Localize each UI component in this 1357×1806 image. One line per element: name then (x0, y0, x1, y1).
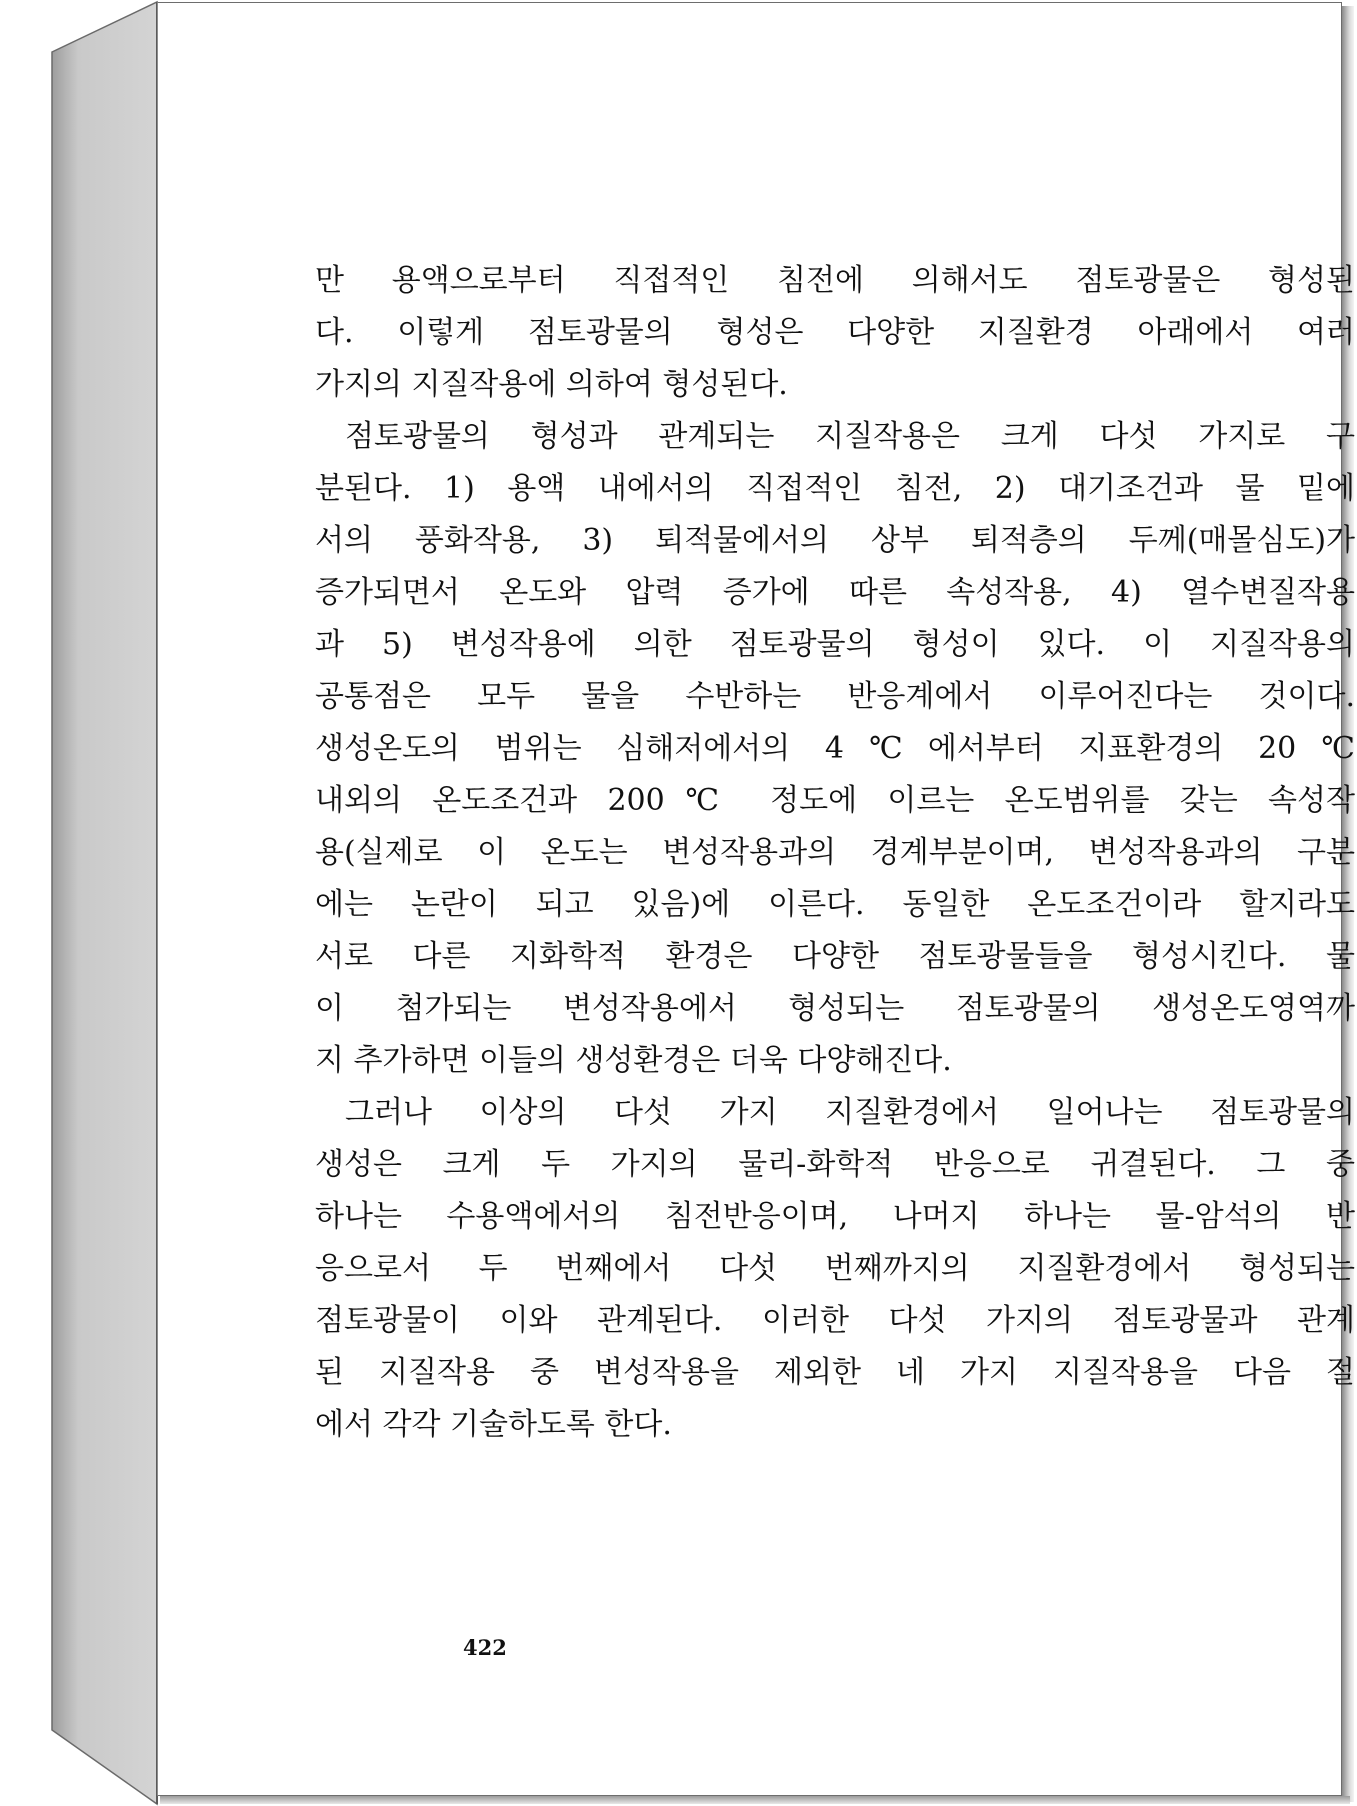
text-line: 공통점은 모두 물을 수반하는 반응계에서 이루어진다는 것이다. (315, 679, 1355, 714)
text-line: 서로 다른 지화학적 환경은 다양한 점토광물들을 형성시킨다. 물 (315, 939, 1355, 974)
text-line: 내외의 온도조건과 200℃ 정도에 이르는 온도범위를 갖는 속성작 (315, 783, 1355, 818)
page-bottom-shadow (160, 1796, 1350, 1804)
text-line: 서의 풍화작용, 3) 퇴적물에서의 상부 퇴적층의 두께(매몰심도)가 (315, 523, 1355, 558)
book-page (157, 2, 1355, 1796)
text-line: 응으로서 두 번째에서 다섯 번째까지의 지질환경에서 형성되는 (315, 1251, 1355, 1286)
text-line: 점토광물이 이와 관계된다. 이러한 다섯 가지의 점토광물과 관계 (315, 1303, 1355, 1338)
text-line: 생성은 크게 두 가지의 물리-화학적 반응으로 귀결된다. 그 중 (315, 1147, 1355, 1182)
text-line: 점토광물의 형성과 관계되는 지질작용은 크게 다섯 가지로 구 (345, 419, 1355, 454)
text-line: 에서 각각 기술하도록 한다. (315, 1407, 672, 1442)
body-text (315, 255, 1355, 1451)
text-line: 하나는 수용액에서의 침전반응이며, 나머지 하나는 물-암석의 반 (315, 1199, 1355, 1234)
text-line: 다. 이렇게 점토광물의 형성은 다양한 지질환경 아래에서 여러 (315, 315, 1355, 350)
text-line: 된 지질작용 중 변성작용을 제외한 네 가지 지질작용을 다음 절 (315, 1355, 1355, 1390)
text-line: 증가되면서 온도와 압력 증가에 따른 속성작용, 4) 열수변질작용 (315, 575, 1355, 610)
text-line: 만 용액으로부터 직접적인 침전에 의해서도 점토광물은 형성된 (315, 263, 1355, 298)
text-line: 가지의 지질작용에 의하여 형성된다. (315, 367, 788, 402)
text-line: 이 첨가되는 변성작용에서 형성되는 점토광물의 생성온도영역까 (315, 991, 1355, 1026)
text-line: 용(실제로 이 온도는 변성작용과의 경계부분이며, 변성작용과의 구분 (315, 835, 1355, 870)
text-line: 지 추가하면 이들의 생성환경은 더욱 다양해진다. (315, 1043, 952, 1078)
text-line: 과 5) 변성작용에 의한 점토광물의 형성이 있다. 이 지질작용의 (315, 627, 1355, 662)
text-line: 그러나 이상의 다섯 가지 지질환경에서 일어나는 점토광물의 (345, 1095, 1355, 1130)
text-line: 분된다. 1) 용액 내에서의 직접적인 침전, 2) 대기조건과 물 밑에 (315, 471, 1355, 506)
text-line: 에는 논란이 되고 있음)에 이른다. 동일한 온도조건이라 할지라도 (315, 887, 1355, 922)
page-number: 422 (463, 1635, 507, 1660)
text-line: 생성온도의 범위는 심해저에서의 4℃에서부터 지표환경의 20℃ (315, 731, 1355, 766)
